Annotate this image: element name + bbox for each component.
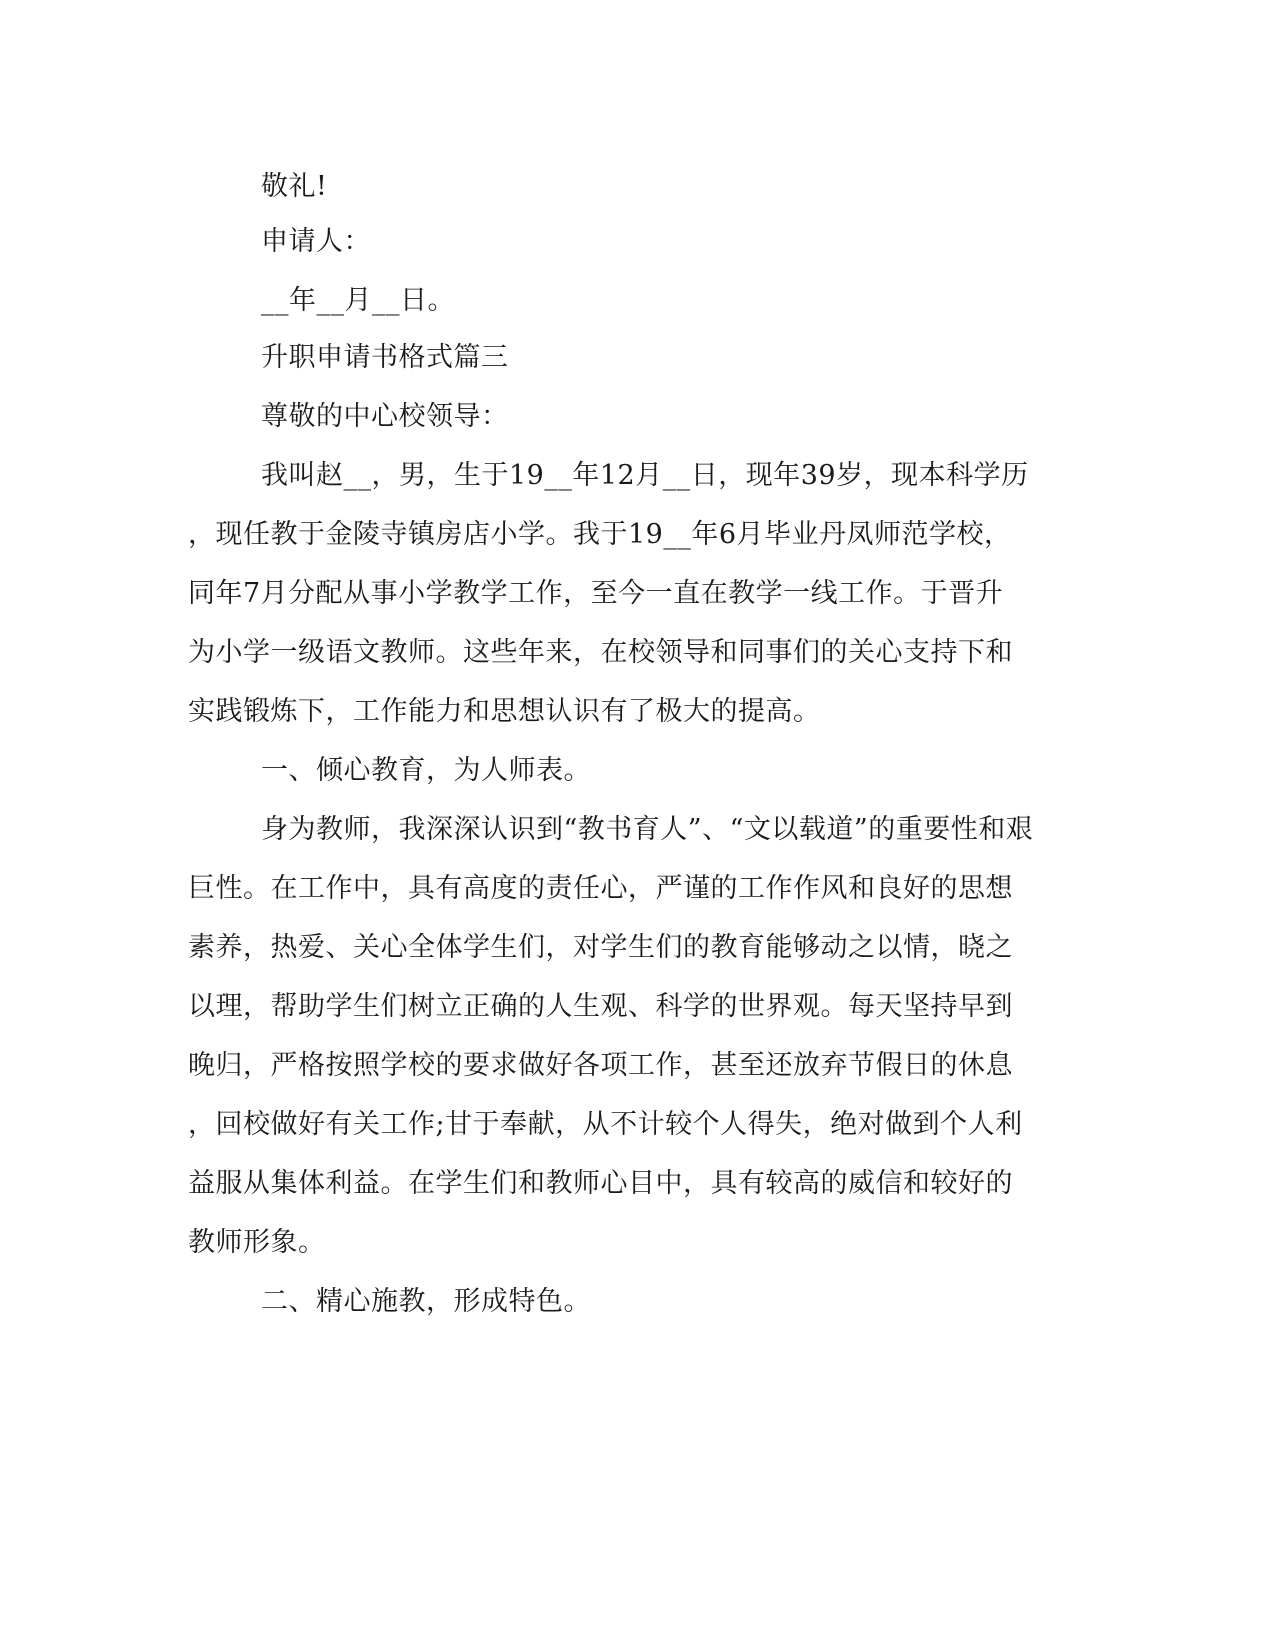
paragraph-line: 我叫赵__，男，生于19__年12月__日，现年39岁，现本科学历 (261, 460, 1029, 491)
applicant-label: 申请人： (261, 226, 371, 257)
salutation: 尊敬的中心校领导： (261, 401, 509, 432)
paragraph-line: 素养，热爱、关心全体学生们，对学生们的教育能够动之以情，晓之 (188, 932, 1013, 963)
heading-one: 一、倾心教育，为人师表。 (261, 755, 591, 786)
closing-salutation: 敬礼! (261, 171, 328, 202)
heading-two: 二、精心施教，形成特色。 (261, 1286, 591, 1317)
paragraph-line: 教师形象。 (188, 1227, 326, 1258)
section-title: 升职申请书格式篇三 (261, 342, 509, 373)
paragraph-line: 同年7月分配从事小学教学工作，至今一直在教学一线工作。于晋升 (188, 578, 1004, 609)
paragraph-line: 益服从集体利益。在学生们和教师心目中，具有较高的威信和较好的 (188, 1168, 1013, 1199)
paragraph-line: ，回校做好有关工作;甘于奉献，从不计较个人得失，绝对做到个人利 (188, 1109, 1023, 1140)
date-line: __年__月__日。 (261, 285, 455, 316)
paragraph-line: 以理，帮助学生们树立正确的人生观、科学的世界观。每天坚持早到 (188, 991, 1013, 1022)
paragraph-line: 实践锻炼下，工作能力和思想认识有了极大的提高。 (188, 696, 821, 727)
paragraph-line: 为小学一级语文教师。这些年来，在校领导和同事们的关心支持下和 (188, 637, 1013, 668)
paragraph-line: 巨性。在工作中，具有高度的责任心，严谨的工作作风和良好的思想 (188, 873, 1013, 904)
paragraph-line: 身为教师，我深深认识到“教书育人”、“文以载道”的重要性和艰 (261, 814, 1034, 845)
paragraph-line: ，现任教于金陵寺镇房店小学。我于19__年6月毕业丹凤师范学校， (188, 519, 1012, 550)
paragraph-line: 晚归，严格按照学校的要求做好各项工作，甚至还放弃节假日的休息 (188, 1050, 1013, 1081)
